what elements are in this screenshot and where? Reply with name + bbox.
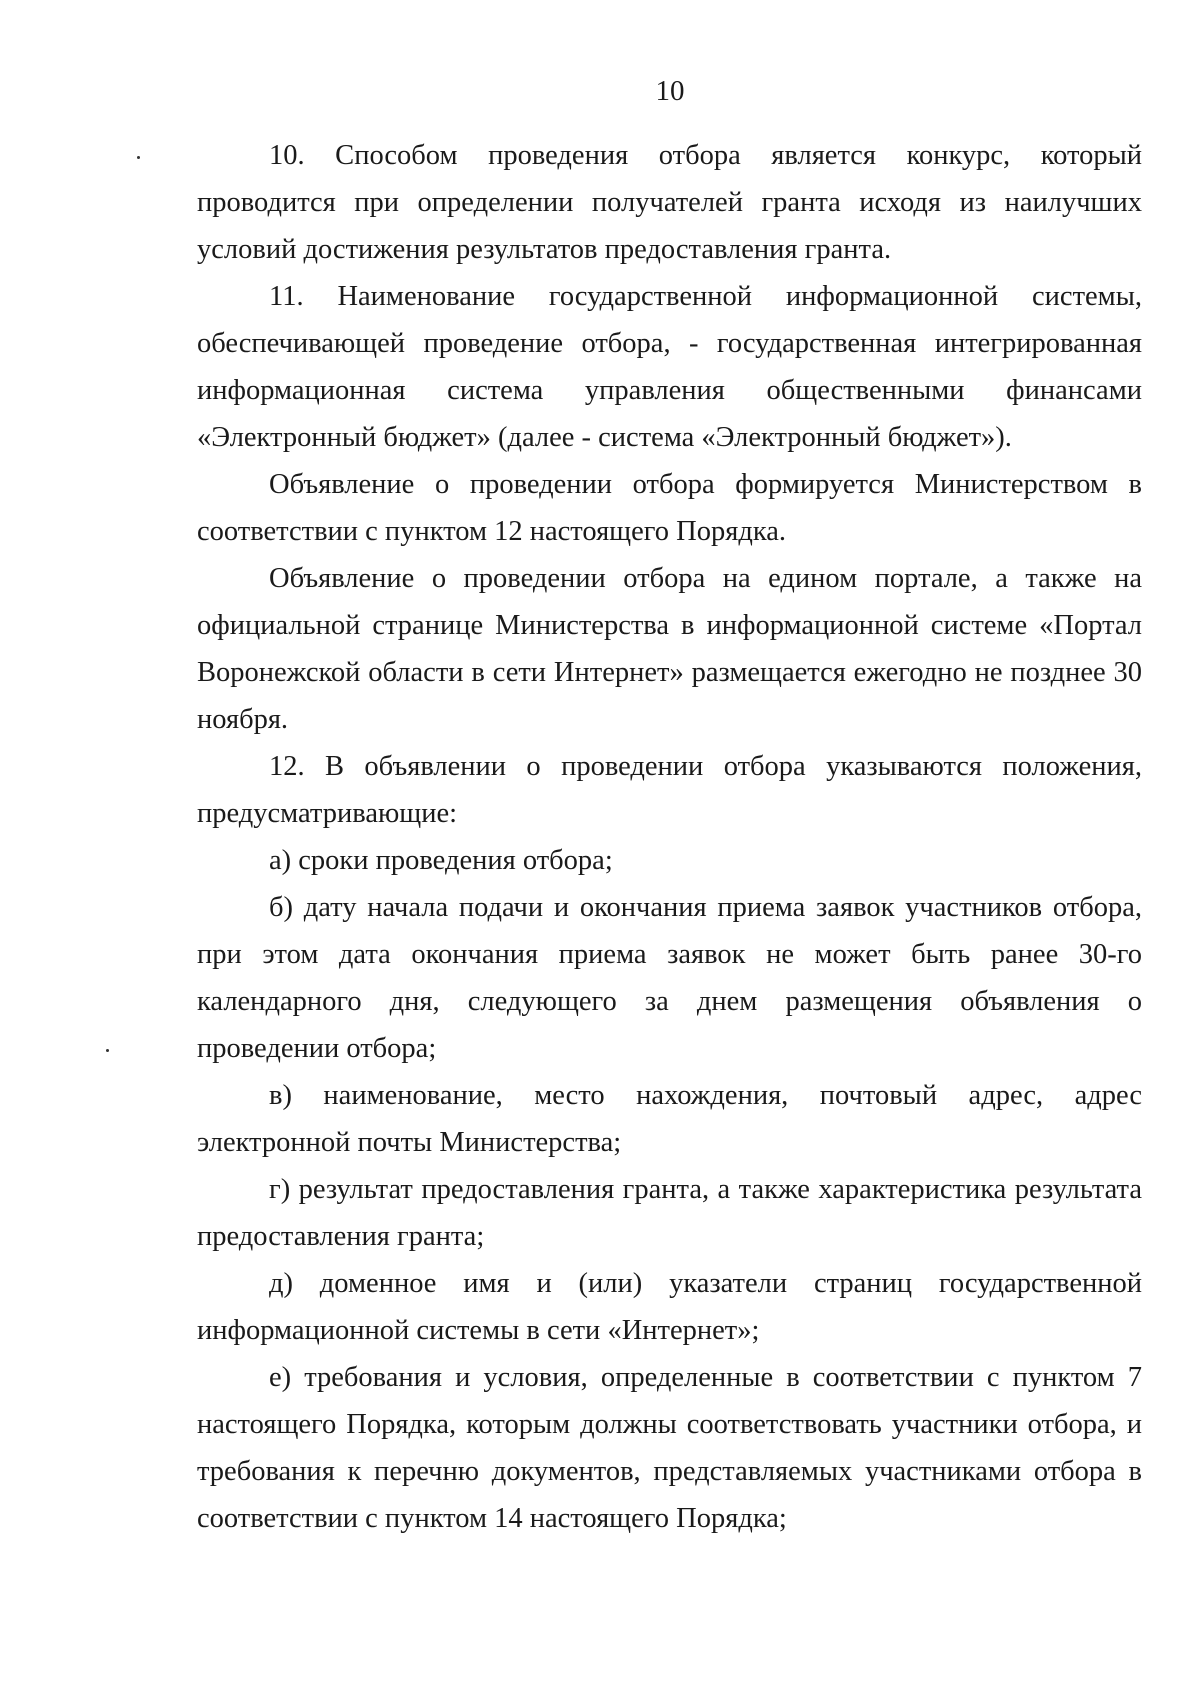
list-item-a: а) сроки проведения отбора; [269, 845, 613, 876]
paragraph-announcement-publication: Объявление о проведении отбора на едином портале, а также на официальной странице Министерства в информационной системе «Портал Воронежской области в сети Интернет» размещается ежегодно не позднее 30 ноября. [197, 563, 1142, 735]
document-body [197, 132, 1142, 1542]
list-item-b: б) дату начала подачи и окончания приема заявок участников отбора, при этом дата окончания приема заявок не может быть ранее 30-го календарного дня, следующего за днем размещения объявления о проведении отбора; [197, 892, 1142, 1064]
page-number: 10 [655, 75, 685, 107]
paragraph-item-11: 11. Наименование государственной информационной системы, обеспечивающей проведение отбора, - государственная интегрированная информационная система управления общественными финансами «Электронный бюджет» (далее - система «Электронный бюджет»). [197, 281, 1142, 453]
paragraph-item-12: 12. В объявлении о проведении отбора указываются положения, предусматривающие: [197, 751, 1142, 829]
scan-speck [106, 1049, 109, 1052]
list-item-g: г) результат предоставления гранта, а также характеристика результата предоставления гранта; [197, 1174, 1142, 1252]
paragraph-announcement-formation: Объявление о проведении отбора формируется Министерством в соответствии с пунктом 12 настоящего Порядка. [197, 469, 1142, 547]
scan-speck [137, 156, 140, 159]
list-item-v: в) наименование, место нахождения, почтовый адрес, адрес электронной почты Министерства; [197, 1080, 1142, 1158]
list-item-e: е) требования и условия, определенные в соответствии с пунктом 7 настоящего Порядка, которым должны соответствовать участники отбора, и требования к перечню документов, представляемых участниками отбора в соответствии с пунктом 14 настоящего Порядка; [197, 1362, 1142, 1534]
list-item-d: д) доменное имя и (или) указатели страниц государственной информационной системы в сети «Интернет»; [197, 1268, 1142, 1346]
paragraph-item-10: 10. Способом проведения отбора является конкурс, который проводится при определении получателей гранта исходя из наилучших условий достижения результатов предоставления гранта. [197, 140, 1142, 265]
